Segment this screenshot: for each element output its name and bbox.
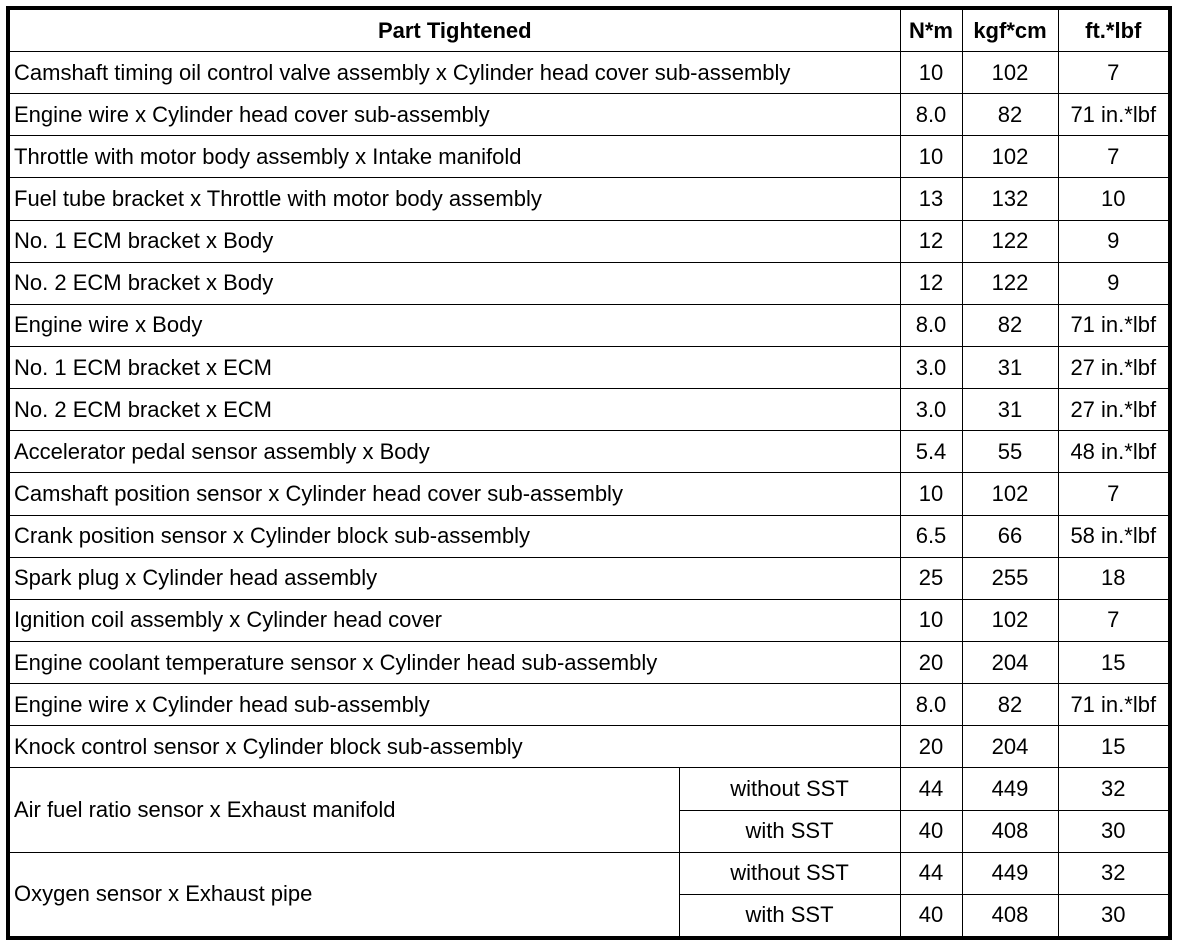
kgf-cell: 102 bbox=[962, 473, 1058, 515]
nm-cell: 40 bbox=[900, 810, 962, 852]
ft-cell: 30 bbox=[1058, 894, 1170, 938]
header-row bbox=[8, 8, 1170, 52]
ft-cell: 15 bbox=[1058, 641, 1170, 683]
ft-cell: 32 bbox=[1058, 768, 1170, 810]
nm-cell: 44 bbox=[900, 852, 962, 894]
kgf-cell: 122 bbox=[962, 262, 1058, 304]
nm-cell: 8.0 bbox=[900, 94, 962, 136]
table-row bbox=[8, 515, 1170, 557]
nm-cell: 8.0 bbox=[900, 304, 962, 346]
table-row bbox=[8, 220, 1170, 262]
kgf-cell: 449 bbox=[962, 768, 1058, 810]
header-nm: N*m bbox=[900, 8, 962, 52]
table-row bbox=[8, 473, 1170, 515]
part-cell: Accelerator pedal sensor assembly x Body bbox=[8, 431, 900, 473]
nm-cell: 3.0 bbox=[900, 389, 962, 431]
ft-cell: 27 in.*lbf bbox=[1058, 389, 1170, 431]
nm-cell: 5.4 bbox=[900, 431, 962, 473]
ft-cell: 7 bbox=[1058, 473, 1170, 515]
nm-cell: 10 bbox=[900, 599, 962, 641]
nm-cell: 40 bbox=[900, 894, 962, 938]
kgf-cell: 82 bbox=[962, 684, 1058, 726]
nm-cell: 12 bbox=[900, 262, 962, 304]
part-cell: No. 2 ECM bracket x Body bbox=[8, 262, 900, 304]
table-row bbox=[8, 431, 1170, 473]
ft-cell: 71 in.*lbf bbox=[1058, 94, 1170, 136]
condition-cell: without SST bbox=[679, 768, 900, 810]
table-row bbox=[8, 684, 1170, 726]
nm-cell: 25 bbox=[900, 557, 962, 599]
part-cell: Air fuel ratio sensor x Exhaust manifold bbox=[8, 768, 679, 852]
table-row bbox=[8, 389, 1170, 431]
kgf-cell: 122 bbox=[962, 220, 1058, 262]
kgf-cell: 31 bbox=[962, 389, 1058, 431]
table-row bbox=[8, 52, 1170, 94]
table-row bbox=[8, 852, 1170, 894]
nm-cell: 13 bbox=[900, 178, 962, 220]
header-kgf-cm: kgf*cm bbox=[962, 8, 1058, 52]
table-row bbox=[8, 136, 1170, 178]
torque-spec-table bbox=[6, 6, 1172, 940]
ft-cell: 9 bbox=[1058, 262, 1170, 304]
ft-cell: 58 in.*lbf bbox=[1058, 515, 1170, 557]
ft-cell: 48 in.*lbf bbox=[1058, 431, 1170, 473]
part-cell: Throttle with motor body assembly x Intake manifold bbox=[8, 136, 900, 178]
kgf-cell: 132 bbox=[962, 178, 1058, 220]
kgf-cell: 82 bbox=[962, 94, 1058, 136]
table-row bbox=[8, 557, 1170, 599]
condition-cell: without SST bbox=[679, 852, 900, 894]
nm-cell: 12 bbox=[900, 220, 962, 262]
part-cell: Camshaft position sensor x Cylinder head cover sub-assembly bbox=[8, 473, 900, 515]
nm-cell: 10 bbox=[900, 473, 962, 515]
table-row bbox=[8, 599, 1170, 641]
kgf-cell: 66 bbox=[962, 515, 1058, 557]
ft-cell: 32 bbox=[1058, 852, 1170, 894]
part-cell: Ignition coil assembly x Cylinder head cover bbox=[8, 599, 900, 641]
table-row bbox=[8, 304, 1170, 346]
part-cell: No. 1 ECM bracket x Body bbox=[8, 220, 900, 262]
part-cell: Spark plug x Cylinder head assembly bbox=[8, 557, 900, 599]
nm-cell: 6.5 bbox=[900, 515, 962, 557]
nm-cell: 44 bbox=[900, 768, 962, 810]
part-cell: Camshaft timing oil control valve assembly x Cylinder head cover sub-assembly bbox=[8, 52, 900, 94]
kgf-cell: 55 bbox=[962, 431, 1058, 473]
part-cell: No. 1 ECM bracket x ECM bbox=[8, 346, 900, 388]
ft-cell: 9 bbox=[1058, 220, 1170, 262]
nm-cell: 20 bbox=[900, 641, 962, 683]
ft-cell: 27 in.*lbf bbox=[1058, 346, 1170, 388]
nm-cell: 10 bbox=[900, 52, 962, 94]
nm-cell: 20 bbox=[900, 726, 962, 768]
part-cell: Fuel tube bracket x Throttle with motor body assembly bbox=[8, 178, 900, 220]
part-cell: Engine wire x Cylinder head sub-assembly bbox=[8, 684, 900, 726]
table-row bbox=[8, 178, 1170, 220]
header-part-tightened: Part Tightened bbox=[8, 8, 900, 52]
nm-cell: 8.0 bbox=[900, 684, 962, 726]
nm-cell: 10 bbox=[900, 136, 962, 178]
kgf-cell: 102 bbox=[962, 136, 1058, 178]
ft-cell: 15 bbox=[1058, 726, 1170, 768]
ft-cell: 71 in.*lbf bbox=[1058, 304, 1170, 346]
header-ft-lbf: ft.*lbf bbox=[1058, 8, 1170, 52]
ft-cell: 7 bbox=[1058, 599, 1170, 641]
kgf-cell: 204 bbox=[962, 641, 1058, 683]
table-row bbox=[8, 94, 1170, 136]
condition-cell: with SST bbox=[679, 894, 900, 938]
part-cell: Engine wire x Cylinder head cover sub-assembly bbox=[8, 94, 900, 136]
table-row bbox=[8, 641, 1170, 683]
kgf-cell: 102 bbox=[962, 599, 1058, 641]
ft-cell: 18 bbox=[1058, 557, 1170, 599]
table-row bbox=[8, 768, 1170, 810]
kgf-cell: 408 bbox=[962, 810, 1058, 852]
kgf-cell: 408 bbox=[962, 894, 1058, 938]
part-cell: Oxygen sensor x Exhaust pipe bbox=[8, 852, 679, 938]
part-cell: Engine wire x Body bbox=[8, 304, 900, 346]
table-row bbox=[8, 726, 1170, 768]
kgf-cell: 255 bbox=[962, 557, 1058, 599]
part-cell: Crank position sensor x Cylinder block sub-assembly bbox=[8, 515, 900, 557]
ft-cell: 7 bbox=[1058, 136, 1170, 178]
nm-cell: 3.0 bbox=[900, 346, 962, 388]
part-cell: Engine coolant temperature sensor x Cylinder head sub-assembly bbox=[8, 641, 900, 683]
table-row bbox=[8, 262, 1170, 304]
kgf-cell: 449 bbox=[962, 852, 1058, 894]
kgf-cell: 102 bbox=[962, 52, 1058, 94]
condition-cell: with SST bbox=[679, 810, 900, 852]
table-row bbox=[8, 346, 1170, 388]
ft-cell: 10 bbox=[1058, 178, 1170, 220]
part-cell: No. 2 ECM bracket x ECM bbox=[8, 389, 900, 431]
ft-cell: 71 in.*lbf bbox=[1058, 684, 1170, 726]
kgf-cell: 204 bbox=[962, 726, 1058, 768]
part-cell: Knock control sensor x Cylinder block sub-assembly bbox=[8, 726, 900, 768]
ft-cell: 30 bbox=[1058, 810, 1170, 852]
ft-cell: 7 bbox=[1058, 52, 1170, 94]
kgf-cell: 31 bbox=[962, 346, 1058, 388]
kgf-cell: 82 bbox=[962, 304, 1058, 346]
